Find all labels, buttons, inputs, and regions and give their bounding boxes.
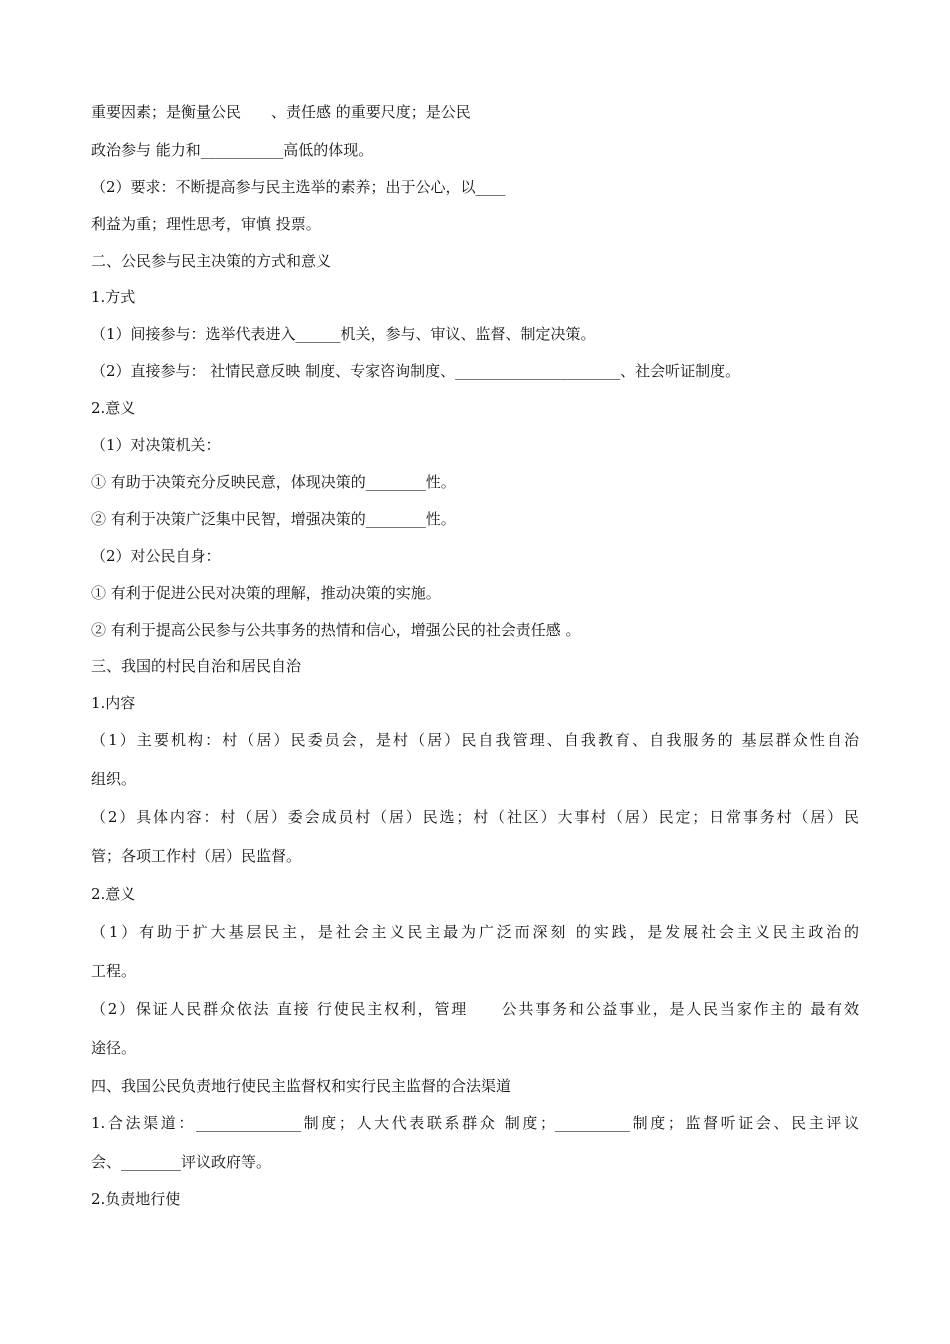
subsection-heading: 2.负责地行使	[91, 1190, 181, 1208]
text-line: 政治参与 能力和___________高低的体现。	[91, 141, 374, 159]
text-line: 会、________评议政府等。	[91, 1153, 272, 1171]
text-line: （2）具体内容：村（居）委会成员村（居）民选；村（社区）大事村（居）民定；日常事务村（居）民	[91, 808, 859, 826]
text-line: （2）要求：不断提高参与民主选举的素养；出于公心，以____	[91, 178, 506, 196]
text-line: （2）对公民自身：	[91, 547, 221, 565]
text-line: （2）保证人民群众依法 直接 行使民主权利，管理 公共事务和公益事业，是人民当家作主的 最有效	[91, 1000, 859, 1018]
text-line: ② 有利于提高公民参与公共事务的热情和信心，增强公民的社会责任感 。	[91, 621, 581, 639]
subsection-heading: 1.方式	[91, 288, 136, 306]
text-line: 工程。	[91, 962, 137, 980]
subsection-heading: 2.意义	[91, 885, 136, 903]
text-line: 重要因素；是衡量公民 、责任感 的重要尺度；是公民	[91, 103, 471, 121]
subsection-heading: 2.意义	[91, 399, 136, 417]
section-heading: 四、我国公民负责地行使民主监督权和实行民主监督的合法渠道	[91, 1077, 512, 1095]
text-line: ① 有利于促进公民对决策的理解，推动决策的实施。	[91, 584, 441, 602]
text-line: 管；各项工作村（居）民监督。	[91, 847, 302, 865]
text-line: （1）有助于扩大基层民主，是社会主义民主最为广泛而深刻 的实践，是发展社会主义民主政治的	[91, 923, 859, 941]
section-heading: 二、公民参与民主决策的方式和意义	[91, 252, 332, 270]
text-line: ② 有利于决策广泛集中民智，增强决策的________性。	[91, 510, 456, 528]
text-line: 利益为重；理性思考，审慎 投票。	[91, 215, 321, 233]
subsection-heading: 1.内容	[91, 694, 136, 712]
text-line: （1）间接参与：选举代表进入______机关，参与、审议、监督、制定决策。	[91, 325, 596, 343]
text-line: 1.合法渠道：______________制度；人大代表联系群众 制度；__________制度；监督听证会、民主评议	[91, 1114, 859, 1132]
text-line: （1）主要机构：村（居）民委员会，是村（居）民自我管理、自我教育、自我服务的 基层群众性自治	[91, 731, 859, 749]
section-heading: 三、我国的村民自治和居民自治	[91, 657, 302, 675]
text-line: ① 有助于决策充分反映民意，体现决策的________性。	[91, 473, 456, 491]
text-line: 组织。	[91, 770, 137, 788]
text-line: （2）直接参与： 社情民意反映 制度、专家咨询制度、______________________、社会听证制度。	[91, 362, 741, 380]
text-line: 途径。	[91, 1039, 137, 1057]
text-line: （1）对决策机关：	[91, 436, 221, 454]
